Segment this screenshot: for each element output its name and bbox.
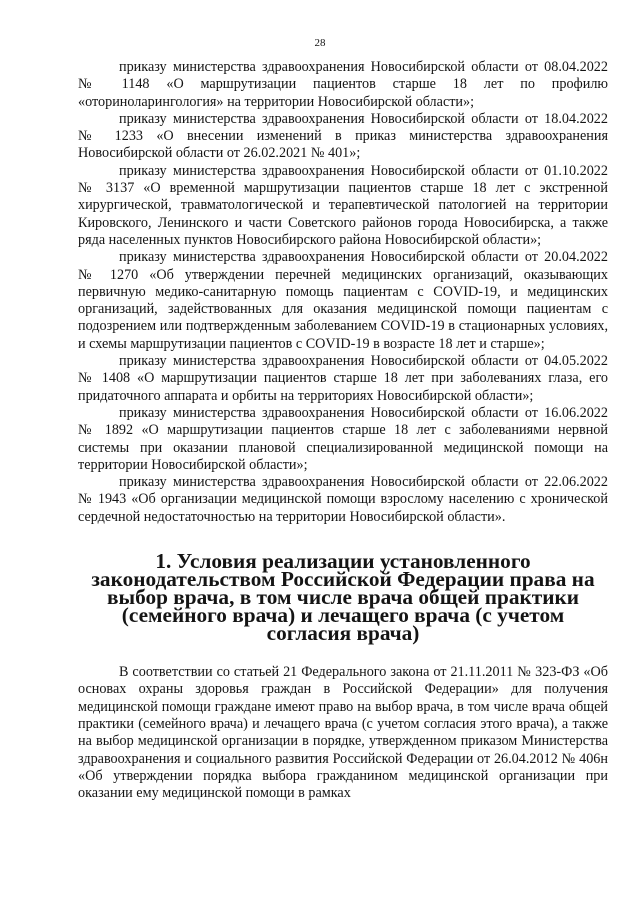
order-paragraph-1233: приказу министерства здравоохранения Новосибирской области от 18.04.2022 № 1233 «О внесении изменений в приказ министерства здравоохранения Новосибирской области от 26.02.2021 № 401»; bbox=[78, 110, 608, 162]
section-heading: 1. Условия реализации установленного законодательством Российской Федерации права на выбор врача, в том числе врача общей практики (семейного врача) и лечащего врача (с учетом согласия врача) bbox=[91, 549, 595, 646]
order-paragraph-3137: приказу министерства здравоохранения Новосибирской области от 01.10.2022 № 3137 «О временной маршрутизации пациентов старше 18 лет с экстренной хирургической, травматологической и терапевтической патологией на территории Кировского, Ленинского и части Советского районов города Новосибирска, а также ряда населенных пунктов Новосибирского района Новосибирской области»; bbox=[78, 162, 608, 248]
order-paragraph-1892: приказу министерства здравоохранения Новосибирской области от 16.06.2022 № 1892 «О маршрутизации пациентов старше 18 лет с заболеваниями нервной системы при оказании плановой специализированной медицинской помощи на территории Новосибирской области»; bbox=[78, 404, 608, 473]
section-body-paragraph: В соответствии со статьей 21 Федерального закона от 21.11.2011 № 323-ФЗ «Об основах охраны здоровья граждан в Российской Федерации» для получения медицинской помощи граждане имеют право на выбор врача, в том числе врача общей практики (семейного врача) и лечащего врача (с учетом согласия этого врача), а также на выбор медицинской организации в порядке, утвержденном приказом Министерства здравоохранения и социального развития Российской Федерации от 26.04.2012 № 406н «Об утверждении порядка выбора гражданином медицинской организации при оказании ему медицинской помощи в рамках bbox=[78, 664, 608, 802]
order-paragraph-1943: приказу министерства здравоохранения Новосибирской области от 22.06.2022 № 1943 «Об организации медицинской помощи взрослому населению с хронической сердечной недостаточностью на территории Новосибирской области». bbox=[78, 474, 608, 525]
order-paragraph-1270: приказу министерства здравоохранения Новосибирской области от 20.04.2022 № 1270 «Об утверждении перечней медицинских организаций, оказывающих первичную медико-санитарную помощь пациентам с COVID-19, и медицинских организаций, задействованных для оказания медицинской помощи пациентам с подозрением или подтвержденным заболеванием COVID-19 в стационарных условиях, и схемы маршрутизации пациентов с COVID-19 в возрасте 18 лет и старше»; bbox=[78, 249, 608, 352]
order-paragraph-1408: приказу министерства здравоохранения Новосибирской области от 04.05.2022 № 1408 «О маршрутизации пациентов старше 18 лет при заболеваниях глаза, его придаточного аппарата и орбиты на территориях Новосибирской области»; bbox=[78, 353, 608, 404]
order-paragraph-1148: приказу министерства здравоохранения Новосибирской области от 08.04.2022 № 1148 «О маршрутизации пациентов старше 18 лет по профилю «оториноларингология» на территории Новосибирской области»; bbox=[78, 59, 608, 110]
page-number: 28 bbox=[314, 37, 326, 49]
page-content bbox=[78, 59, 608, 802]
